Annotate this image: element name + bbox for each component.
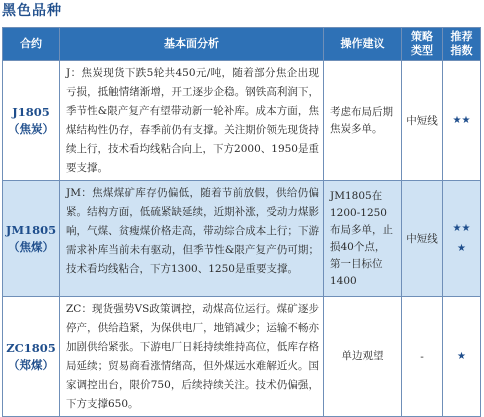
section-title: 黑色品种 (2, 3, 62, 19)
header-rating-line1: 推荐 (450, 30, 473, 43)
header-strategy (402, 28, 443, 61)
header-strategy-line2: 类型 (411, 44, 433, 57)
analysis-cell: JM：焦煤煤矿库存仍偏低，随着节前放假，供给仍偏紧。结构方面，低硫紧缺延续，近期补涨，受动力煤影响，气煤、贫瘦煤价格走高，带动综合成本上行；下游需求补库当前未有驱动，但季节性&限产复产仍可期；技术看均线粘合，下方1300、1250是重要支撑。 (60, 181, 324, 297)
contract-name: （焦炭） (8, 121, 54, 136)
rating-stars (443, 181, 481, 297)
header-rating-line2: 指数 (450, 44, 473, 57)
header-rating (443, 28, 481, 61)
contract-name: （焦煤） (8, 239, 54, 254)
rating-stars: ★★ (443, 61, 481, 181)
table-row-zc1805 (3, 297, 481, 417)
contract-name: （郑煤） (8, 357, 54, 372)
strategy-cell: - (402, 297, 443, 417)
contract-code: JM1805 (5, 222, 57, 237)
header-strategy-line1: 策略 (411, 30, 433, 43)
strategy-table (2, 27, 481, 417)
rating-stars-line1: ★★ (452, 222, 471, 234)
header-analysis: 基本面分析 (60, 28, 324, 61)
table-row-j1805 (3, 61, 481, 181)
contract-code: J1805 (12, 104, 50, 119)
table-header-row (3, 28, 481, 61)
analysis-cell: ZC：现货强势VS政策调控，动煤高位运行。煤矿逐步停产，供给趋紧，为保供电厂，地销减少；运输不畅亦加剧供给紧张。下游电厂日耗持续维持高位，低库存格局延续；贸易商看涨情绪高，但外煤远水难解近火。国家调控出台，限价750，后续持续关注。技术仍偏强，下方支撑650。 (60, 297, 324, 417)
contract-cell (3, 61, 60, 181)
strategy-cell: 中短线 (402, 61, 443, 181)
contract-code: ZC1805 (6, 340, 56, 355)
contract-cell (3, 297, 60, 417)
header-contract: 合约 (3, 28, 60, 61)
contract-cell (3, 181, 60, 297)
analysis-cell: J：焦炭现货下跌5轮共450元/吨，随着部分焦企出现亏损，抵触情绪渐增，开工逐步企稳。钢铁高利润下，季节性&限产复产有望带动新一轮补库。成本方面，焦煤结构性仍存，春季前仍有支撑。关注期价领先现货持续上行，技术看均线粘合向上，下方2000、1950是重要支撑。 (60, 61, 324, 181)
rating-stars-line2: ★ (457, 242, 466, 254)
advice-cell: JM1805在1200-1250布局多单，止损40个点，第一目标位1400 (324, 181, 402, 297)
rating-stars: ★ (443, 297, 481, 417)
advice-cell: 考虑布局后期焦炭多单。 (324, 61, 402, 181)
header-advice: 操作建议 (324, 28, 402, 61)
strategy-cell: 中短线 (402, 181, 443, 297)
advice-cell: 单边观望 (324, 297, 402, 417)
table-row-jm1805 (3, 181, 481, 297)
